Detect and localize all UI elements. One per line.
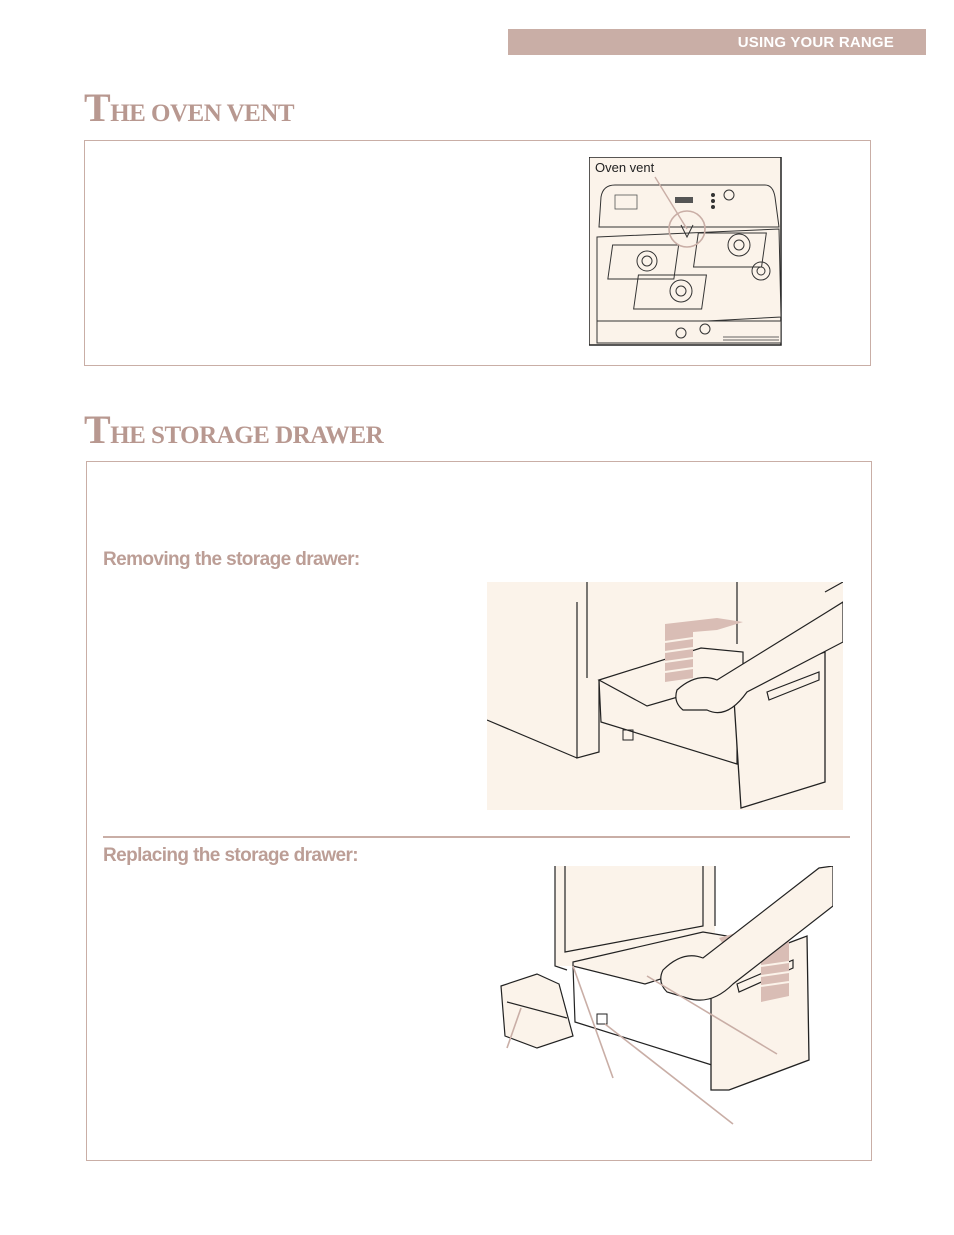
replacing-heading: Replacing the storage drawer: (103, 845, 359, 866)
oven-vent-title-cap: T (84, 85, 111, 130)
oven-vent-title-rest: HE OVEN VENT (110, 100, 295, 127)
storage-drawer-title (84, 406, 383, 453)
replacing-drawer-figure (497, 866, 833, 1130)
oven-vent-title (84, 84, 294, 131)
removing-drawer-figure (487, 582, 843, 810)
oven-vent-figure (589, 157, 787, 347)
section-header-bar (508, 29, 926, 55)
storage-drawer-title-cap: T (84, 407, 111, 452)
oven-vent-label: Oven vent (595, 160, 655, 175)
section-divider (103, 836, 850, 838)
removing-heading: Removing the storage drawer: (103, 549, 360, 570)
storage-drawer-title-rest: HE STORAGE DRAWER (110, 422, 384, 449)
section-header-label: USING YOUR RANGE (737, 33, 894, 51)
